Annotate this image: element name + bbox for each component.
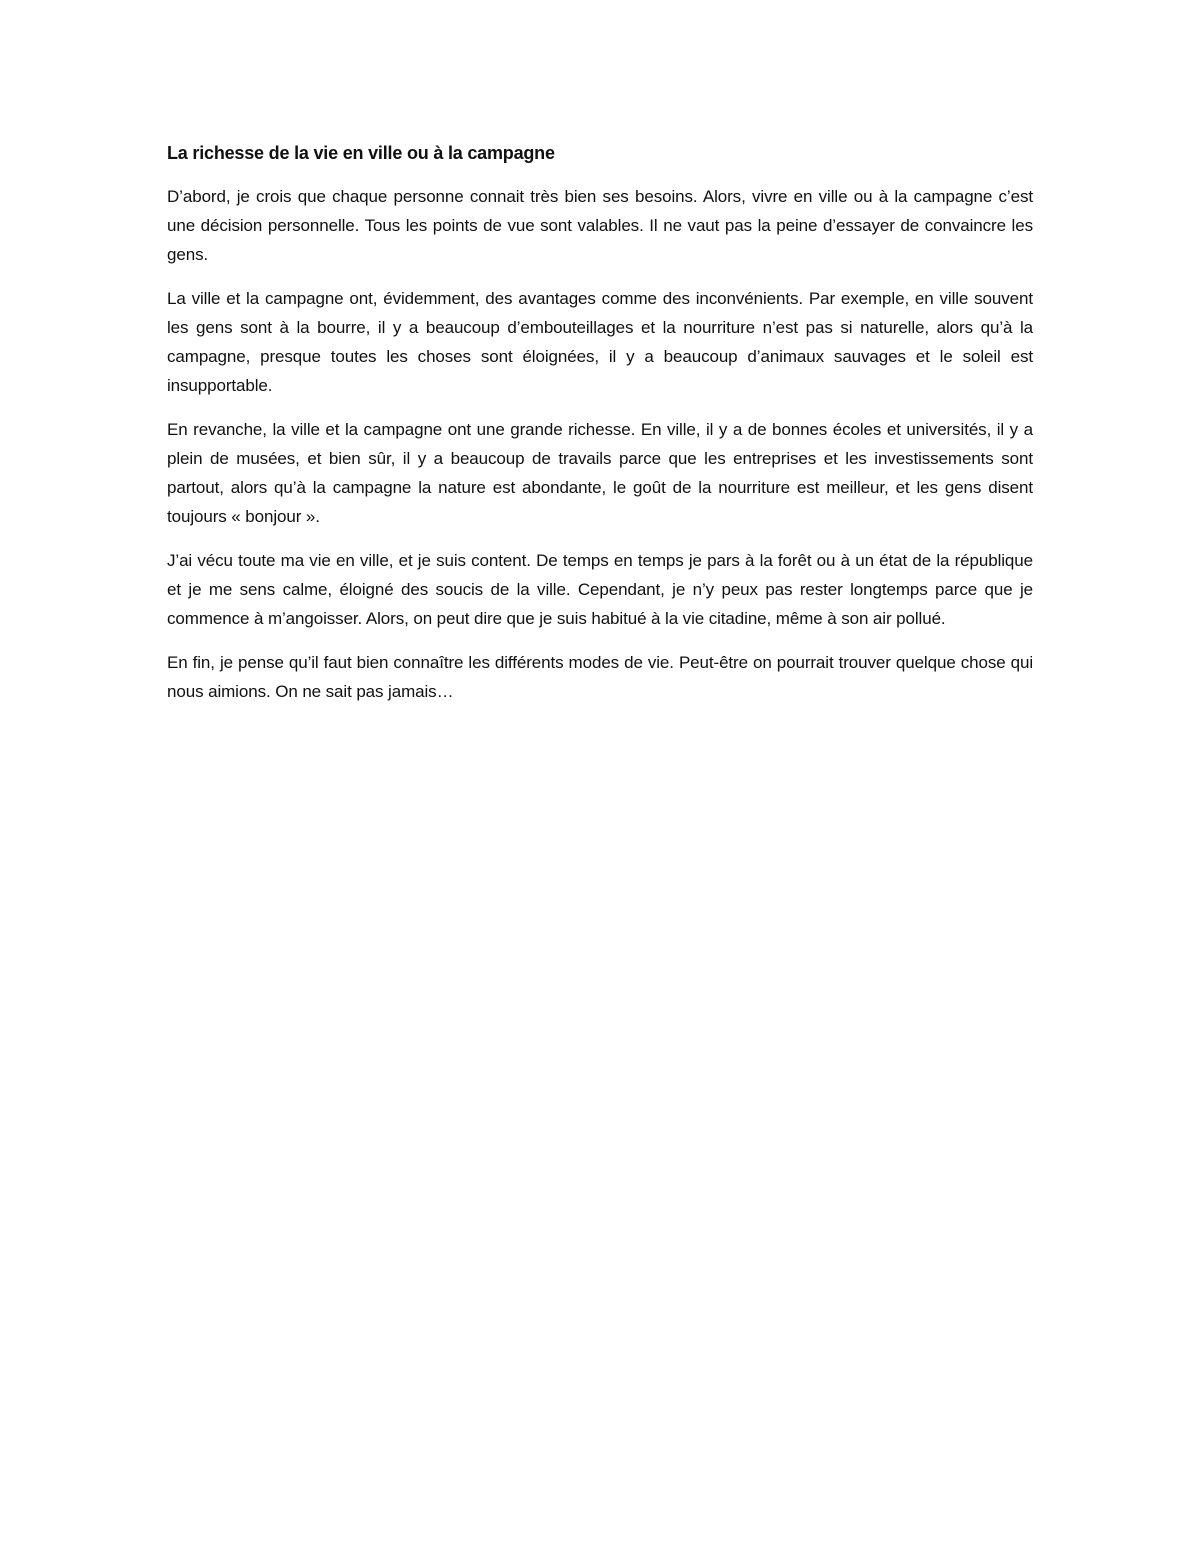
document-body [167, 139, 1033, 721]
paragraph-personal: J’ai vécu toute ma vie en ville, et je suis content. De temps en temps je pars à la forêt ou à un état de la république et je me sens calme, éloigné des soucis de la ville. Cependant, je n’y peux pas rester longtemps parce que je commence à m’angoisser. Alors, on peut dire que je suis habitué à la vie citadine, même à son air pollué. [167, 551, 1033, 628]
paragraph-conclusion: En fin, je pense qu’il faut bien connaître les différents modes de vie. Peut-être on pourrait trouver quelque chose qui nous aimions. On ne sait pas jamais… [167, 653, 1033, 701]
document-title: La richesse de la vie en ville ou à la campagne [167, 143, 555, 163]
paragraph-disadvantages: La ville et la campagne ont, évidemment, des avantages comme des inconvénients. Par exemple, en ville souvent les gens sont à la bourre, il y a beaucoup d’embouteillages et la nourriture n’est pas si naturelle, alors qu’à la campagne, presque toutes les choses sont éloignées, il y a beaucoup d’animaux sauvages et le soleil est insupportable. [167, 289, 1033, 395]
paragraph-advantages: En revanche, la ville et la campagne ont une grande richesse. En ville, il y a de bonnes écoles et universités, il y a plein de musées, et bien sûr, il y a beaucoup de travails parce que les entreprises et les investissements sont partout, alors qu’à la campagne la nature est abondante, le goût de la nourriture est meilleur, et les gens disent toujours « bonjour ». [167, 420, 1033, 526]
paragraph-intro: D’abord, je crois que chaque personne connait très bien ses besoins. Alors, vivre en ville ou à la campagne c’est une décision personnelle. Tous les points de vue sont valables. Il ne vaut pas la peine d’essayer de convaincre les gens. [167, 187, 1033, 264]
